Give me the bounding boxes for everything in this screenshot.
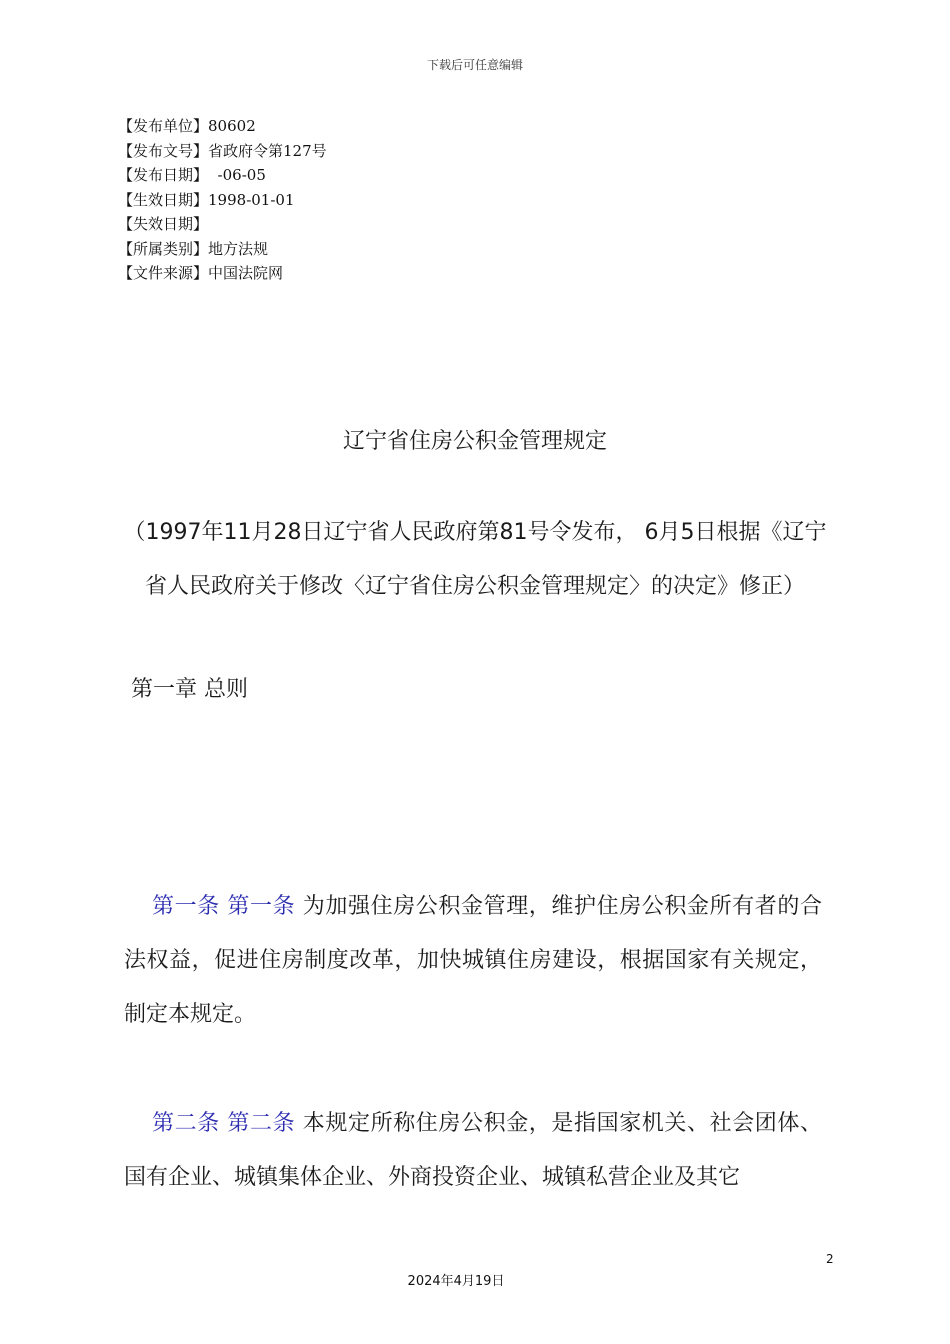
meta-label: 【文件来源】	[118, 264, 209, 282]
footer-date: 2024年4月19日	[407, 1274, 505, 1289]
chapter-heading: 第一章 总则	[131, 677, 248, 702]
article-1-text: 为加强住房公积金管理，维护住房公积金所有者的合法权益，促进住房制度改革，加快城镇住房建设，根据国家有关规定，制定本规定。	[124, 894, 822, 1027]
meta-label: 【发布日期】	[118, 166, 209, 184]
meta-value: -06-05	[208, 166, 266, 184]
meta-value: 省政府令第127号	[208, 141, 327, 160]
header-note: 下载后可任意编辑	[426, 58, 523, 72]
page-number: 2	[826, 1252, 834, 1266]
article-2	[124, 1097, 822, 1205]
article-1	[124, 880, 822, 1042]
meta-row-category	[118, 237, 327, 262]
document-title: 辽宁省住房公积金管理规定	[342, 429, 607, 454]
meta-row-doc-number	[118, 139, 327, 164]
meta-row-source	[118, 261, 327, 286]
meta-label: 【失效日期】	[118, 215, 209, 233]
meta-label: 【发布文号】	[118, 141, 209, 160]
meta-value: 中国法院网	[208, 264, 284, 282]
meta-value: 1998-01-01	[208, 190, 295, 209]
article-2-label[interactable]: 第二条 第二条	[152, 1111, 296, 1136]
document-subtitle: （1997年11月28日辽宁省人民政府第81号令发布， 6月5日根据《辽宁省人民政府关于修改〈辽宁省住房公积金管理规定〉的决定》修正）	[123, 520, 827, 599]
meta-label: 【发布单位】	[118, 117, 209, 135]
metadata-block	[118, 114, 327, 286]
meta-label: 【生效日期】	[118, 190, 209, 209]
article-1-label[interactable]: 第一条 第一条	[152, 894, 296, 919]
meta-row-issuer	[118, 114, 327, 139]
meta-row-issue-date	[118, 163, 327, 188]
meta-value: 地方法规	[208, 239, 269, 258]
article-2-text: 本规定所称住房公积金，是指国家机关、社会团体、国有企业、城镇集体企业、外商投资企业、城镇私营企业及其它	[124, 1111, 822, 1190]
meta-row-expiry-date	[118, 212, 327, 237]
meta-row-effective-date	[118, 188, 327, 213]
meta-value: 80602	[208, 117, 256, 135]
meta-label: 【所属类别】	[118, 239, 209, 258]
